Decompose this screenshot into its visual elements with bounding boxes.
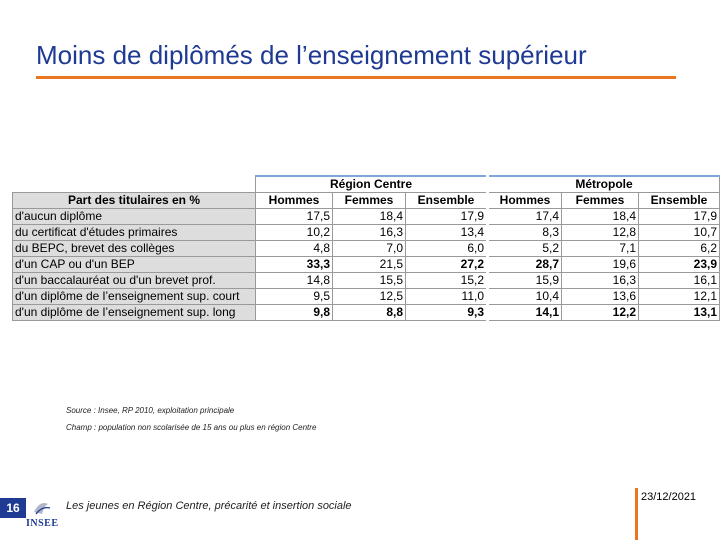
table-row: [13, 225, 720, 241]
table-cell: 28,7: [488, 257, 562, 273]
table-cell: 10,2: [256, 225, 333, 241]
table-cell: 9,5: [256, 289, 333, 305]
diploma-table: [12, 175, 720, 321]
scope-note: Champ : population non scolarisée de 15 ans ou plus en région Centre: [66, 423, 317, 432]
table-cell: 15,2: [406, 273, 488, 289]
table-cell: 12,1: [639, 289, 720, 305]
table-cell: 4,8: [256, 241, 333, 257]
row-label: d'un diplôme de l’enseignement sup. court: [13, 289, 256, 305]
column-header: Hommes: [256, 193, 333, 209]
table-cell: 7,0: [333, 241, 406, 257]
table-row: [13, 241, 720, 257]
table-cell: 18,4: [333, 209, 406, 225]
group-header-metropole: Métropole: [488, 176, 720, 193]
logo-text: INSEE: [26, 518, 59, 529]
footer-text: Les jeunes en Région Centre, précarité et insertion sociale: [66, 500, 352, 512]
table-cell: 14,8: [256, 273, 333, 289]
source-note: Source : Insee, RP 2010, exploitation principale: [66, 406, 235, 415]
table-cell: 16,3: [562, 273, 639, 289]
table-row: [13, 289, 720, 305]
group-header-row: [13, 176, 720, 193]
column-header: Ensemble: [406, 193, 488, 209]
table-cell: 10,4: [488, 289, 562, 305]
table-cell: 8,3: [488, 225, 562, 241]
table-cell: 12,8: [562, 225, 639, 241]
table-cell: 17,9: [639, 209, 720, 225]
table-cell: 15,9: [488, 273, 562, 289]
table-row: [13, 305, 720, 321]
table-cell: 13,1: [639, 305, 720, 321]
table-cell: 16,3: [333, 225, 406, 241]
table-cell: 18,4: [562, 209, 639, 225]
row-label: du certificat d'études primaires: [13, 225, 256, 241]
row-label: d'un diplôme de l’enseignement sup. long: [13, 305, 256, 321]
footer-divider: [635, 488, 638, 540]
column-header: Femmes: [333, 193, 406, 209]
table-cell: 17,5: [256, 209, 333, 225]
table-cell: 21,5: [333, 257, 406, 273]
slide-title: Moins de diplômés de l’enseignement supérieur: [36, 40, 587, 70]
row-label: d'aucun diplôme: [13, 209, 256, 225]
table-cell: 8,8: [333, 305, 406, 321]
table-cell: 6,0: [406, 241, 488, 257]
group-header-region-centre: Région Centre: [256, 176, 488, 193]
row-label: d'un CAP ou d'un BEP: [13, 257, 256, 273]
table-cell: 17,4: [488, 209, 562, 225]
table-cell: 19,6: [562, 257, 639, 273]
table-cell: 15,5: [333, 273, 406, 289]
page-number: 16: [0, 498, 26, 518]
column-header-row: [13, 193, 720, 209]
table-corner: [13, 176, 256, 193]
column-header: Hommes: [488, 193, 562, 209]
table-row: [13, 273, 720, 289]
column-header: Femmes: [562, 193, 639, 209]
table-row: [13, 257, 720, 273]
column-header: Ensemble: [639, 193, 720, 209]
table-cell: 7,1: [562, 241, 639, 257]
table-body: [13, 209, 720, 321]
table-cell: 17,9: [406, 209, 488, 225]
row-label: du BEPC, brevet des collèges: [13, 241, 256, 257]
table-cell: 16,1: [639, 273, 720, 289]
table-cell: 12,5: [333, 289, 406, 305]
title-underline: [36, 76, 676, 79]
table-row: [13, 209, 720, 225]
table-cell: 23,9: [639, 257, 720, 273]
table-cell: 13,4: [406, 225, 488, 241]
table-cell: 9,8: [256, 305, 333, 321]
table-cell: 11,0: [406, 289, 488, 305]
table-cell: 33,3: [256, 257, 333, 273]
footer-date: 23/12/2021: [641, 491, 697, 503]
table-cell: 10,7: [639, 225, 720, 241]
table-cell: 12,2: [562, 305, 639, 321]
table-cell: 13,6: [562, 289, 639, 305]
table-cell: 6,2: [639, 241, 720, 257]
table-cell: 14,1: [488, 305, 562, 321]
table-cell: 9,3: [406, 305, 488, 321]
table-cell: 27,2: [406, 257, 488, 273]
table-cell: 5,2: [488, 241, 562, 257]
row-label: d'un baccalauréat ou d'un brevet prof.: [13, 273, 256, 289]
row-header-label: Part des titulaires en %: [13, 193, 256, 209]
